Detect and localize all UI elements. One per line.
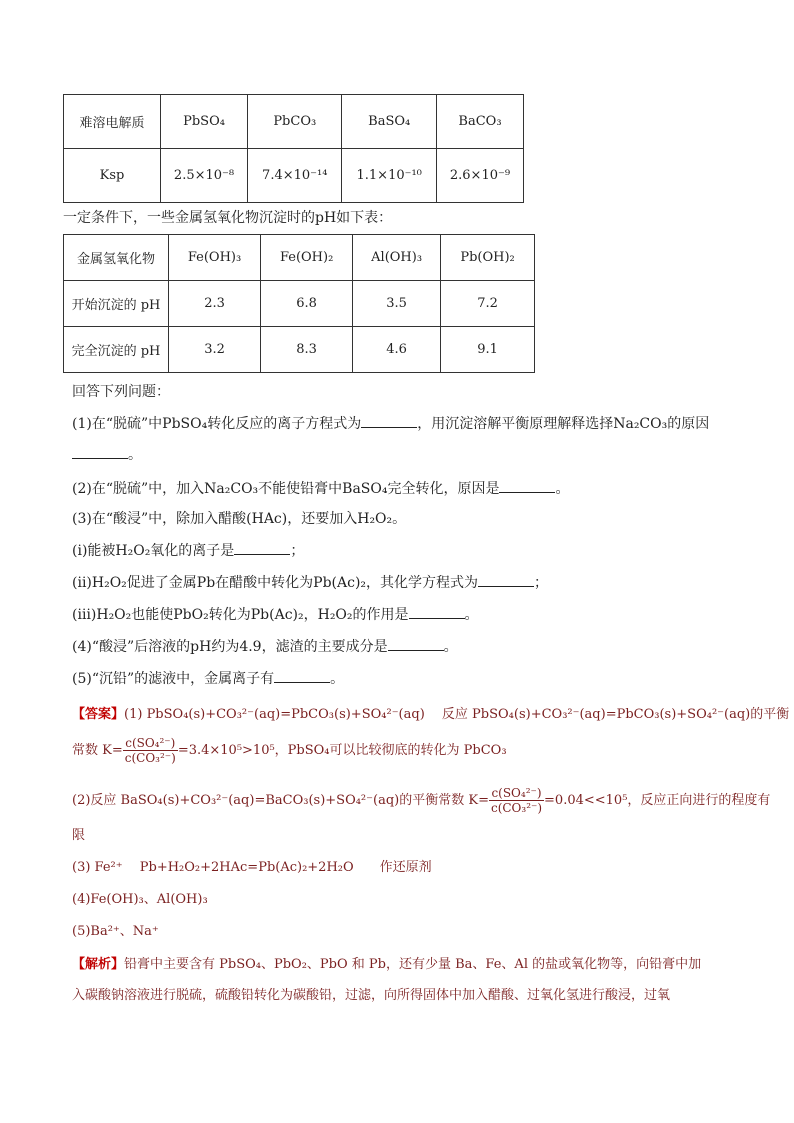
- ksp-value-cell: 2.6×10⁻⁹: [436, 149, 523, 203]
- question-text: (2)在“脱硫”中，加入Na₂CO₃不能使铅膏中BaSO₄完全转化，原因是: [72, 481, 500, 497]
- question-4: [72, 636, 458, 657]
- answer-blank: [499, 478, 555, 493]
- ph-row-complete: [64, 327, 535, 373]
- answer-1-line1: [72, 705, 789, 725]
- fraction-numerator: c(SO₄²⁻): [489, 786, 544, 801]
- ph-header-cell: Fe(OH)₃: [169, 235, 261, 281]
- answer-blank: [409, 604, 465, 619]
- ph-cell: 4.6: [353, 327, 441, 373]
- ph-cell: 7.2: [441, 281, 535, 327]
- answer-4: (4)Fe(OH)₃、Al(OH)₃: [72, 892, 208, 907]
- answer-blank: [234, 540, 290, 555]
- equilibrium-fraction: [489, 786, 544, 815]
- answer-text: (2)反应 BaSO₄(s)+CO₃²⁻(aq)=BaCO₃(s)+SO₄²⁻(aq)的平衡常数 K=: [72, 793, 489, 808]
- fraction-numerator: c(SO₄²⁻): [123, 736, 178, 751]
- ksp-value-cell: 2.5×10⁻⁸: [161, 149, 248, 203]
- ksp-header-cell: BaSO₄: [342, 95, 436, 149]
- question-1-cont: [72, 444, 142, 465]
- answer-tag: 【答案】: [72, 707, 125, 722]
- question-3: (3)在“酸浸”中，除加入醋酸(HAc)，还要加入H₂O₂。: [72, 511, 407, 527]
- answer-blank: [274, 668, 330, 683]
- ksp-header-cell: 难溶电解质: [64, 95, 161, 149]
- ph-header-cell: Fe(OH)₂: [261, 235, 353, 281]
- ph-cell: 2.3: [169, 281, 261, 327]
- ksp-header-cell: BaCO₃: [436, 95, 523, 149]
- answer-blank: [72, 444, 128, 459]
- analysis-line1: [72, 955, 701, 975]
- ph-header-cell: 金属氢氧化物: [64, 235, 169, 281]
- analysis-text: 铅膏中主要含有 PbSO₄、PbO₂、PbO 和 Pb，还有少量 Ba、Fe、Al 的盐或氧化物等，向铅膏中加: [124, 957, 702, 972]
- ksp-value-cell: 1.1×10⁻¹⁰: [342, 149, 436, 203]
- ph-cell: 9.1: [441, 327, 535, 373]
- answer-blank: [478, 572, 534, 587]
- question-2: [72, 478, 569, 499]
- ph-cell: 完全沉淀的 pH: [64, 327, 169, 373]
- answer-1-line2: [72, 736, 507, 766]
- answer-text: 常数 K=: [72, 743, 123, 758]
- question-5: [72, 668, 344, 689]
- question-text: (ⅱ)H₂O₂促进了金属Pb在醋酸中转化为Pb(Ac)₂，其化学方程式为: [72, 575, 479, 591]
- answer-3: (3) Fe²⁺ Pb+H₂O₂+2HAc=Pb(Ac)₂+2H₂O 作还原剂: [72, 860, 432, 875]
- question-3i: [72, 540, 304, 561]
- ksp-value-cell: 7.4×10⁻¹⁴: [248, 149, 342, 203]
- ph-cell: 8.3: [261, 327, 353, 373]
- answer-text: =3.4×10⁵>10⁵，PbSO₄可以比较彻底的转化为 PbCO₃: [177, 743, 507, 758]
- question-text: ，用沉淀溶解平衡原理解释选择Na₂CO₃的原因: [417, 416, 710, 432]
- question-text: 。: [128, 447, 142, 463]
- question-text: ；: [534, 575, 549, 591]
- question-text: (1)在“脱硫”中PbSO₄转化反应的离子方程式为: [72, 416, 362, 432]
- question-text: 。: [555, 481, 570, 497]
- ksp-header-row: [64, 95, 524, 149]
- answer-5: (5)Ba²⁺、Na⁺: [72, 924, 159, 939]
- ph-row-start: [64, 281, 535, 327]
- answer-text: =0.04<<10⁵，反应正向进行的程度有: [544, 793, 771, 808]
- ksp-table: [63, 94, 524, 203]
- answer-blank: [361, 413, 417, 428]
- question-text: 。: [443, 639, 458, 655]
- question-text: 。: [330, 671, 345, 687]
- ph-intro: 一定条件下，一些金属氢氧化物沉淀时的pH如下表：: [63, 210, 393, 226]
- ph-table: [63, 234, 535, 373]
- ph-cell: 3.2: [169, 327, 261, 373]
- question-3iii: [72, 604, 479, 625]
- answer-2-line2: 限: [72, 828, 86, 843]
- question-1: [72, 413, 709, 434]
- question-text: 。: [464, 607, 479, 623]
- ksp-header-cell: PbCO₃: [248, 95, 342, 149]
- analysis-tag: 【解析】: [72, 957, 125, 972]
- question-text: (4)“酸浸”后溶液的pH约为4.9，滤渣的主要成分是: [72, 639, 388, 655]
- ph-header-row: [64, 235, 535, 281]
- question-text: (ⅲ)H₂O₂也能使PbO₂转化为Pb(Ac)₂，H₂O₂的作用是: [72, 607, 409, 623]
- question-text: (5)“沉铅”的滤液中，金属离子有: [72, 671, 275, 687]
- question-text: ；: [290, 543, 305, 559]
- analysis-line2: 入碳酸钠溶液进行脱硫，硫酸铅转化为碳酸铅，过滤，向所得固体中加入醋酸、过氧化氢进行酸浸，过氧: [72, 988, 671, 1003]
- question-text: (ⅰ)能被H₂O₂氧化的离子是: [72, 543, 235, 559]
- ksp-header-cell: PbSO₄: [161, 95, 248, 149]
- equilibrium-fraction: [123, 736, 178, 765]
- question-3ii: [72, 572, 548, 593]
- ph-cell: 6.8: [261, 281, 353, 327]
- answer-2-line1: [72, 786, 770, 816]
- ph-header-cell: Al(OH)₃: [353, 235, 441, 281]
- answer-text: (1) PbSO₄(s)+CO₃²⁻(aq)=PbCO₃(s)+SO₄²⁻(aq) 反应 PbSO₄(s)+CO₃²⁻(aq)=PbCO₃(s)+SO₄²⁻(aq)的平衡: [124, 707, 790, 722]
- ph-cell: 开始沉淀的 pH: [64, 281, 169, 327]
- ph-cell: 3.5: [353, 281, 441, 327]
- ksp-value-cell: Ksp: [64, 149, 161, 203]
- ph-header-cell: Pb(OH)₂: [441, 235, 535, 281]
- answer-blank: [388, 636, 444, 651]
- fraction-denominator: c(CO₃²⁻): [490, 801, 543, 815]
- ksp-value-row: [64, 149, 524, 203]
- questions-intro: 回答下列问题：: [72, 384, 170, 400]
- fraction-denominator: c(CO₃²⁻): [124, 751, 176, 765]
